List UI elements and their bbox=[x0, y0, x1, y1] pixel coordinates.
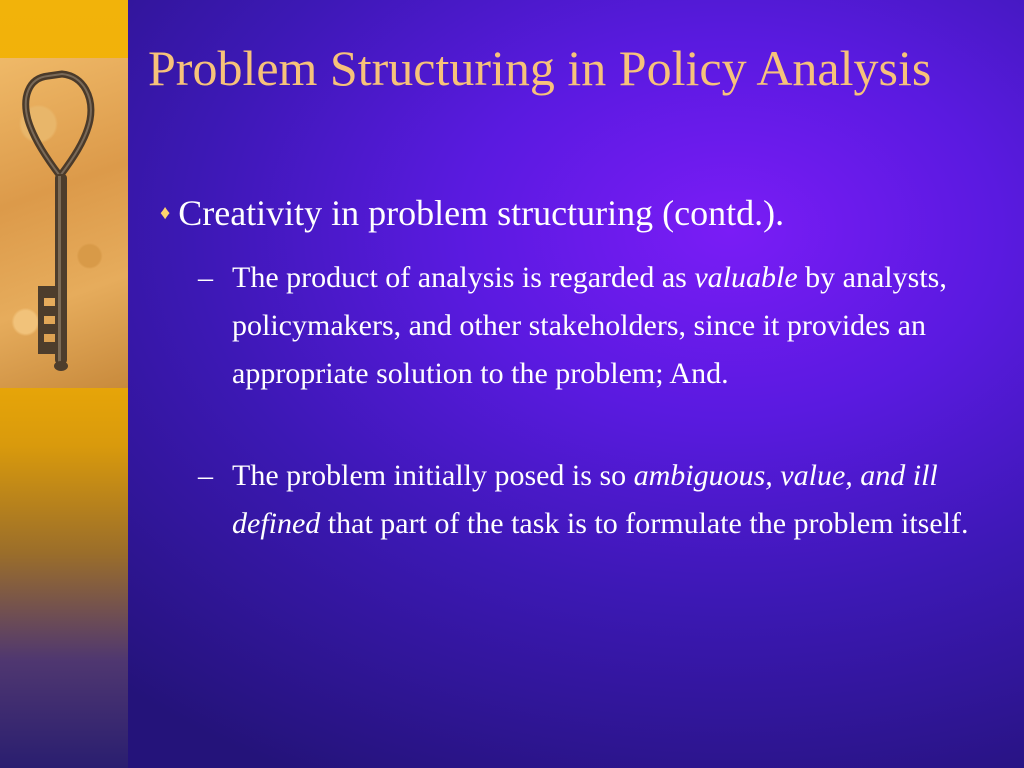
key-drawing bbox=[0, 58, 128, 388]
diamond-bullet-icon: ♦ bbox=[160, 202, 171, 224]
slide-title: Problem Structuring in Policy Analysis bbox=[148, 40, 932, 96]
sub-bullet-1-emphasis: valuable bbox=[694, 261, 798, 294]
dash-marker: – bbox=[198, 261, 213, 294]
sub-bullet-2-post: that part of the task is to formulate the problem itself. bbox=[320, 507, 969, 540]
dash-marker: – bbox=[198, 459, 213, 492]
sub-bullet-2 bbox=[198, 452, 988, 548]
main-bullet-text: Creativity in problem structuring (contd.). bbox=[178, 193, 785, 233]
sub-bullet-2-emphasis: ambiguous, value, and ill defined bbox=[232, 459, 938, 540]
key-icon bbox=[0, 58, 128, 388]
main-bullet bbox=[160, 190, 1000, 236]
sub-bullet-2-text bbox=[232, 452, 988, 548]
sub-bullet-1-pre: The product of analysis is regarded as bbox=[232, 261, 695, 294]
sub-bullet-1-post: by analysts, policymakers, and other stakeholders, since it provides an appropriate solution to the problem; And. bbox=[232, 261, 947, 390]
sub-bullet-1 bbox=[198, 254, 988, 398]
sub-bullet-2-pre: The problem initially posed is so bbox=[232, 459, 634, 492]
sub-bullet-1-text bbox=[232, 254, 988, 398]
left-decorative-bar bbox=[0, 0, 128, 768]
